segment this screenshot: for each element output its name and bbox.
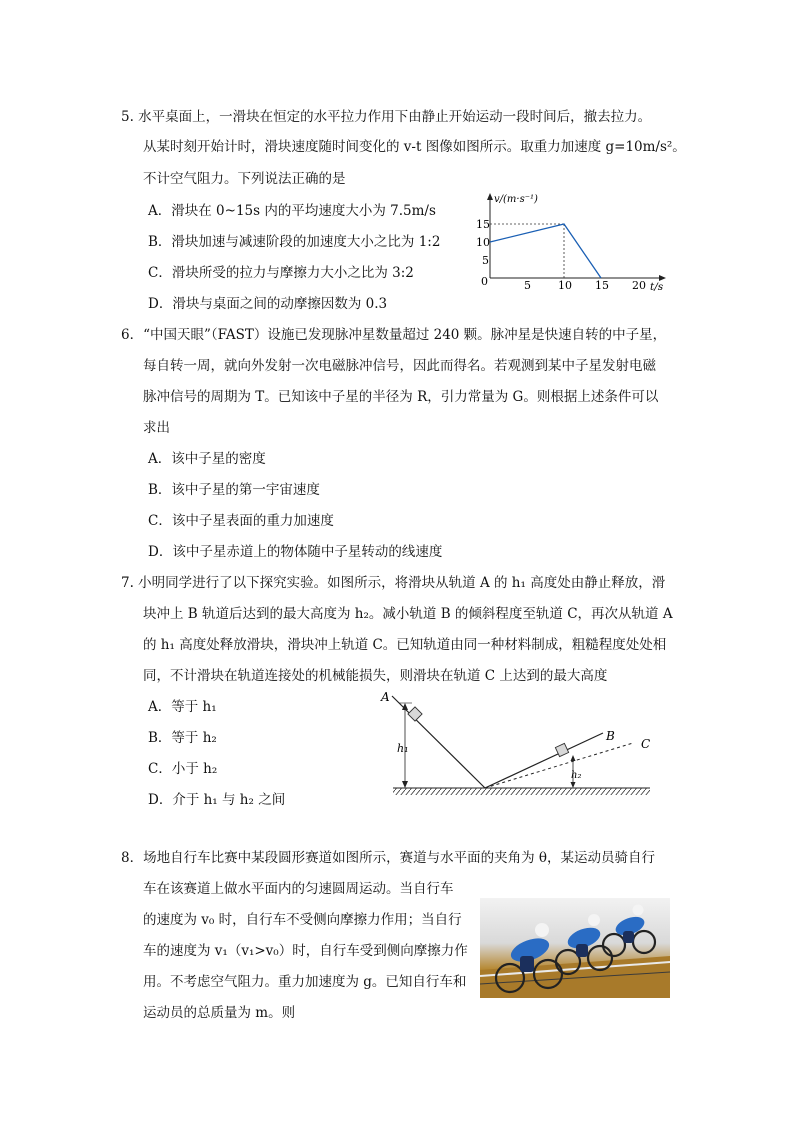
y-axis-arrow: [487, 193, 493, 200]
slider-block-a: [408, 707, 422, 721]
x-tick-label: 5: [524, 279, 531, 292]
q8-line-1: 8．场地自行车比赛中某段圆形赛道如图所示，赛道与水平面的夹角为 θ，某运动员骑自行: [121, 850, 656, 866]
q7-line-1: 7. 小明同学进行了以下探究实验。如图所示，将滑块从轨道 A 的 h₁ 高度处由静止释放，滑: [121, 575, 666, 591]
track-b: [485, 733, 603, 788]
vt-chart: [450, 190, 680, 295]
q5-line-2: 从某时刻开始计时，滑块速度随时间变化的 v-t 图像如图所示。取重力加速度 g=10m/s²。: [143, 139, 686, 155]
q8-line-3: 的速度为 v₀ 时，自行车不受侧向摩擦力作用；当自行: [143, 912, 462, 928]
q7-option-d: D．介于 h₁ 与 h₂ 之间: [148, 792, 286, 808]
h2-arrow-bottom: [571, 782, 576, 788]
q5-option-d: D．滑块与桌面之间的动摩擦因数为 0.3: [148, 296, 388, 312]
q5-line-1: 5. 水平桌面上，一滑块在恒定的水平拉力作用下由静止开始运动一段时间后，撤去拉力。: [121, 109, 652, 125]
q8-line-4: 车的速度为 v₁（v₁>v₀）时，自行车受到侧向摩擦力作: [143, 943, 468, 959]
label-h2: h₂: [571, 770, 582, 781]
q5-option-a: A．滑块在 0~15s 内的平均速度大小为 7.5m/s: [148, 203, 436, 219]
q7-line-3: 的 h₁ 高度处释放滑块，滑块冲上轨道 C。已知轨道由同一种材料制成，粗糙程度处处相: [143, 637, 667, 653]
x-tick-label: 10: [558, 279, 572, 292]
q7-option-a: A．等于 h₁: [148, 699, 217, 715]
q6-option-d: D．该中子星赤道上的物体随中子星转动的线速度: [148, 544, 443, 560]
q5-option-b: B．滑块加速与减速阶段的加速度大小之比为 1:2: [148, 234, 441, 250]
q6-line-1: 6．“中国天眼”（FAST）设施已发现脉冲星数量超过 240 颗。脉冲星是快速自转的中子星，: [121, 327, 667, 343]
q6-option-b: B．该中子星的第一宇宙速度: [148, 482, 320, 498]
label-a: A: [381, 690, 390, 704]
x-axis-label: t/s: [650, 281, 664, 293]
ground-hatch: [393, 788, 650, 795]
q7-line-4: 同，不计滑块在轨道连接处的机械能损失，则滑块在轨道 C 上达到的最大高度: [143, 668, 608, 684]
y-axis-label: v/(m·s⁻¹): [494, 194, 538, 205]
x-tick-label: 15: [595, 279, 609, 292]
track-diagram: [375, 688, 665, 803]
h1-arrow-bottom: [402, 781, 408, 788]
y-tick-label: 5: [482, 254, 489, 267]
cyclists-illustration: [480, 898, 670, 998]
q6-option-a: A．该中子星的密度: [148, 451, 266, 467]
y-tick-label: 15: [476, 218, 490, 231]
q7-line-2: 块冲上 B 轨道后达到的最大高度为 h₂。减小轨道 B 的倾斜程度至轨道 C，再次从轨道 A: [143, 606, 673, 622]
q7-option-c: C．小于 h₂: [148, 761, 218, 777]
label-c: C: [641, 737, 651, 751]
velocity-line: [490, 224, 601, 278]
label-h1: h₁: [397, 742, 409, 755]
q6-line-4: 求出: [143, 420, 170, 436]
label-b: B: [606, 729, 615, 743]
q6-line-3: 脉冲信号的周期为 T。已知该中子星的半径为 R，引力常量为 G。则根据上述条件可以: [143, 389, 659, 405]
origin-label: 0: [481, 275, 488, 288]
q5-option-c: C．滑块所受的拉力与摩擦力大小之比为 3:2: [148, 265, 414, 281]
y-tick-label: 10: [476, 236, 490, 249]
q5-line-3: 不计空气阻力。下列说法正确的是: [143, 171, 346, 187]
q8-line-2: 车在该赛道上做水平面内的匀速圆周运动。当自行车: [143, 881, 454, 897]
q7-option-b: B．等于 h₂: [148, 730, 217, 746]
h2-arrow-top: [571, 755, 576, 761]
x-tick-label: 20: [632, 279, 646, 292]
cyclists-photo: [480, 898, 670, 998]
q8-line-5: 用。不考虑空气阻力。重力加速度为 g。已知自行车和: [143, 974, 467, 990]
q6-option-c: C．该中子星表面的重力加速度: [148, 513, 334, 529]
q8-line-6: 运动员的总质量为 m。则: [143, 1005, 296, 1021]
q6-line-2: 每自转一周，就向外发射一次电磁脉冲信号，因此而得名。若观测到某中子星发射电磁: [143, 358, 656, 374]
